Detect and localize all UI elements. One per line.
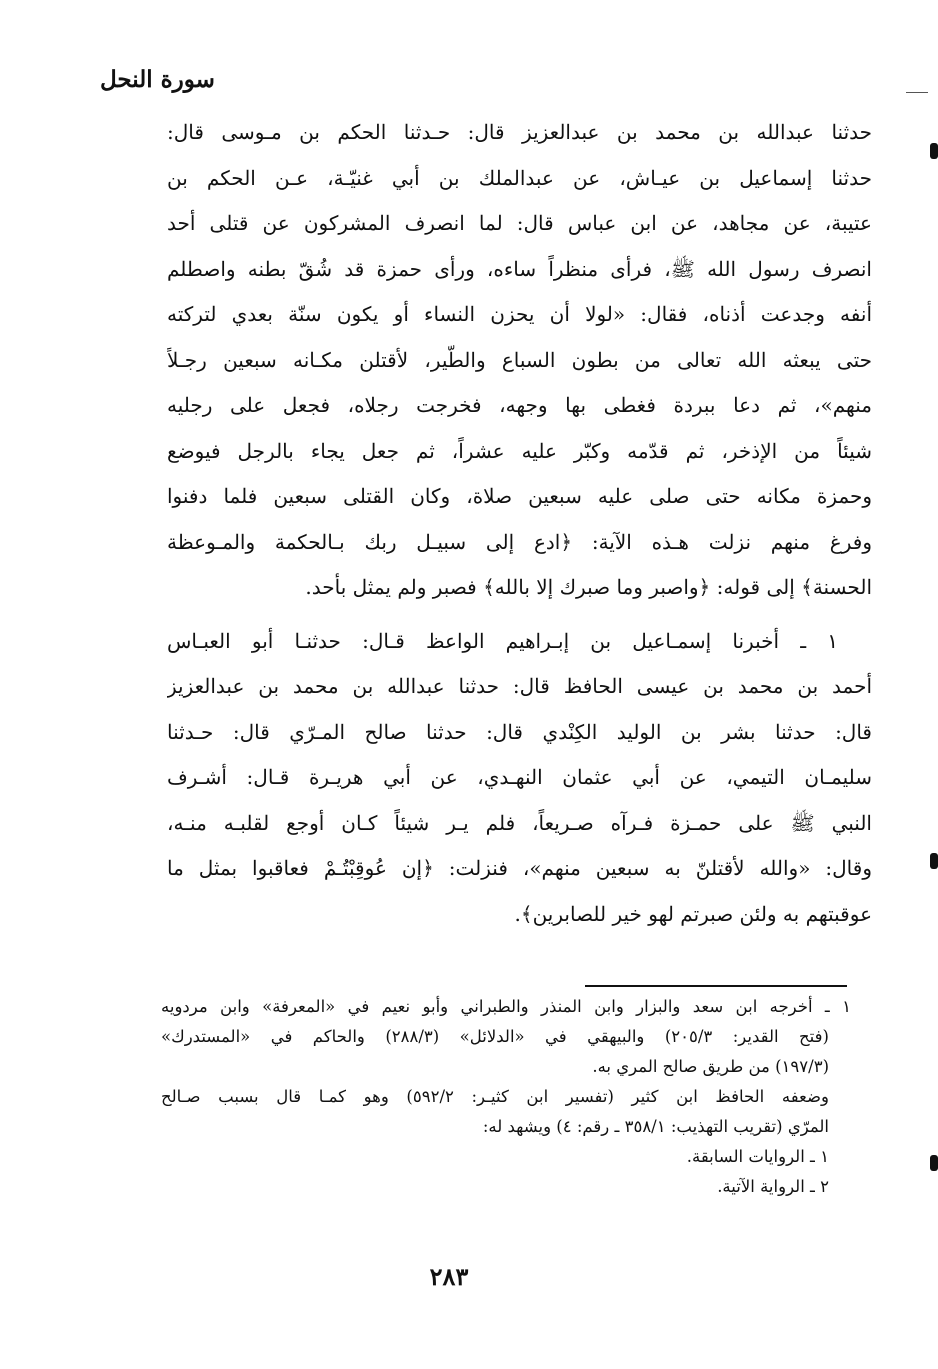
narration-line: عوقبتهم به ولئن صبرتم لهو خير للصابرين﴾. [514,901,872,926]
footnote-line: ٢ ـ الرواية الآتية. [717,1177,829,1196]
narration-line: سليمـان التيمي، عن أبي عثمان النهـدي، عن أبي هريـرة قـال: أشـرف [167,765,872,789]
page-edge-dot [930,1155,938,1171]
narration-line: ١ ـ أخبرنا إسمـاعيل بن إبـراهيم الواعظ قـال: حدثنـا أبو العبـاس [167,628,838,653]
page-edge-dot [930,143,938,159]
text-line: شيئاً من الإذخر، ثم قدّمه وكبّر عليه عشراً، ثم جعل يجاء بالرجل فيوضع [167,438,872,463]
main-text [167,110,872,937]
footnotes [161,992,851,1202]
text-line: حدثنا إسماعيل بن عيـاش، عن عبدالملك بن أبي غنيّـة، عـن الحكم بن [167,165,872,190]
narration-line: قال: حدثنا بشر بن الوليد الكِنْدي قال: حدثنا صالح المـرّي قال: حـدثنا [167,719,872,744]
footnote-line: ١ ـ الروايات السابقة. [686,1147,829,1166]
narration-line: النبي ﷺ على حمـزة فـرآه صـريعاً، فلم يـر شيئاً كـان أوجع لقلبـه منـه، [167,810,872,835]
page-edge-dot [930,853,938,869]
text-line: وفرغ منهم نزلت هـذه الآية: ﴿ادع إلى سبيـل ربك بـالحكمة والمـوعظة [167,529,872,554]
text-line: انصرف رسول الله ﷺ، فرأى منظراً ساءه، ورأى حمزة قد شُقّ بطنه واصطلم [167,256,872,281]
narration-line: أحمد بن محمد بن عيسى الحافظ قال: حدثنا عبدالله بن محمد بن عبدالعزيز [167,674,872,698]
footnote-line: (١٩٧/٣) من طريق صالح المري به. [592,1057,829,1076]
page-edge-mark [906,92,928,93]
page-number: ٢٨٣ [429,1262,469,1291]
text-line: منهم»، ثم دعا ببردة فغطى بها وجهه، فخرجت رجلاه، فجعل على رجليه [167,393,872,417]
text-line: عتيبة، عن مجاهد، عن ابن عباس قال: لما انصرف المشركون عن قتلى أحد [167,211,872,235]
text-line: حدثنا عبدالله بن محمد بن عبدالعزيز قال: حـدثنا الحكم بن مـوسى قال: [167,120,872,144]
footnote-line: ١ ـ أخرجه ابن سعد والبزار وابن المنذر والطبراني وأبو نعيم في «المعرفة» وابن مردويه [161,997,851,1016]
footnote-line: وضعفه الحافظ ابن كثير (تفسير ابن كثيـر: ٥٩٢/٢) وهو كمـا قال بسبب صـالح [161,1087,829,1106]
footnote-line: المرّي (تقريب التهذيب: ٣٥٨/١ ـ رقم: ٤) ويشهد له: [482,1117,829,1136]
surah-title: سورة النحل [100,66,215,93]
paragraph-gap [167,611,872,619]
text-line: الحسنة﴾ إلى قوله: ﴿واصبر وما صبرك إلا بالله﴾ فصبر ولم يمثل بأحد. [305,575,872,599]
footnote-separator [585,985,847,987]
footnote-line: (فتح القدير: ٢٠٥/٣) والبيهقي في «الدلائل» (٢٨٨/٣) والحاكم في «المستدرك» [161,1027,829,1046]
text-line: حتى يبعثه الله تعالى من بطون السباع والطّير، لأقتلن مكـانه سبعين رجـلاً [167,347,872,372]
narration-line: وقال: «والله لأقتلنّ به سبعين منهم»، فنزلت: ﴿إن عُوقِبْتُـمْ فعاقبوا بمثل ما [167,856,872,880]
text-line: أنفه وجدعت أذناه، فقال: «لولا أن يحزن النساء أو يكون سنّة بعدي لتركته [167,302,872,326]
text-line: وحمزة مكانه حتى صلى عليه سبعين صلاة، وكان القتلى سبعين فلما دفنوا [167,484,872,508]
